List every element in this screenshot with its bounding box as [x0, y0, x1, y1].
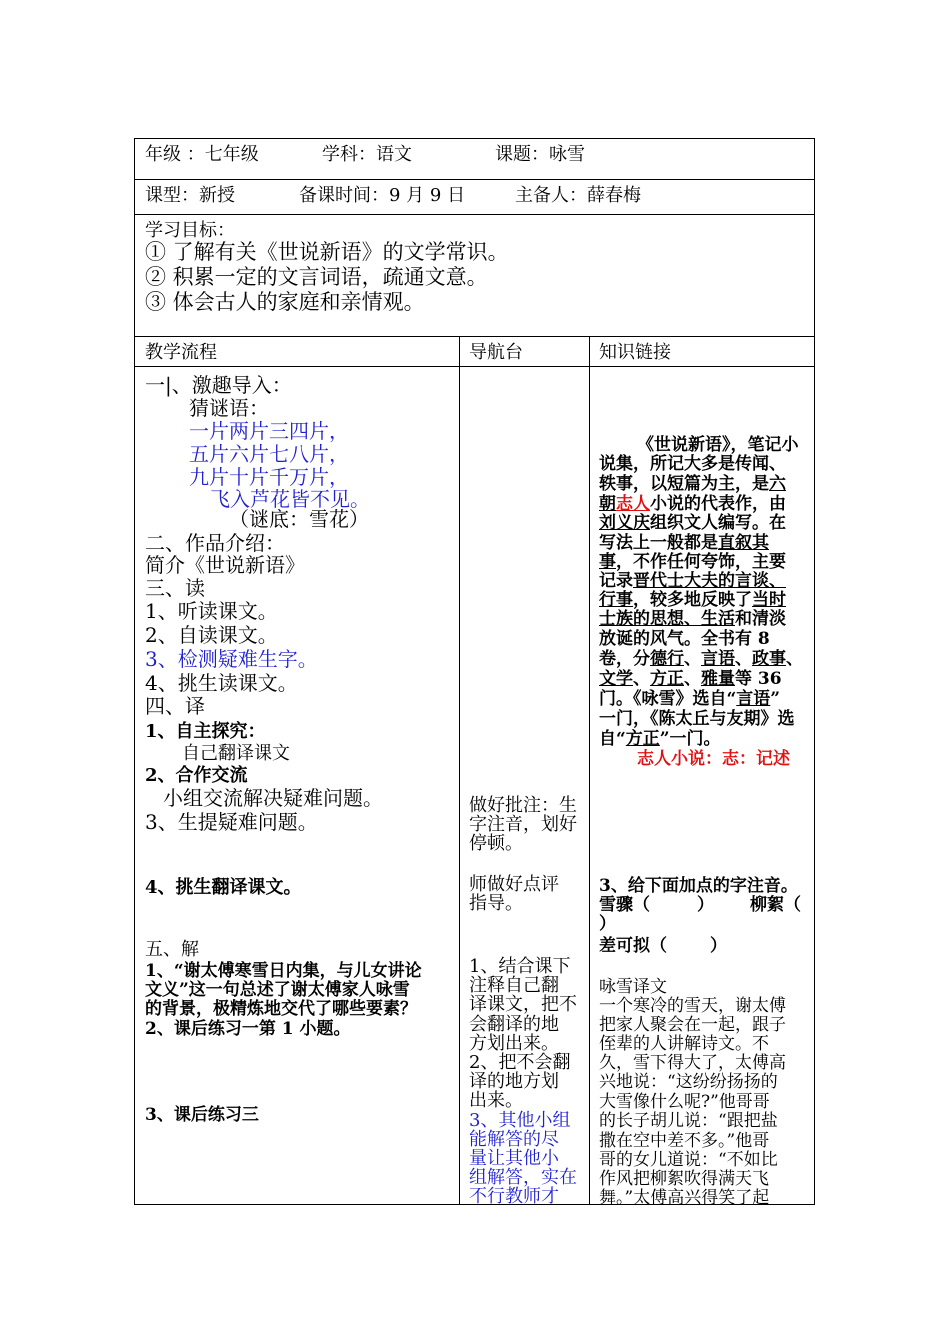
step-item: 1、听读课文。 — [145, 599, 278, 623]
nav-note: 做好批注：生 — [469, 795, 577, 816]
nav-note: 组解答，实在 — [469, 1167, 577, 1188]
nav-note: 译的地方划 — [469, 1071, 559, 1092]
objectives-label: 学习目标： — [145, 220, 235, 241]
nav-note: 译课文，把不 — [469, 994, 577, 1015]
row-divider — [134, 179, 815, 180]
translation-title: 咏雪译文 — [599, 977, 667, 997]
riddle-line: 五片六片七八片， — [189, 442, 349, 466]
translation-line: 大雪像什么呢?”他哥哥 — [599, 1092, 770, 1112]
column-divider — [459, 336, 460, 1205]
step-item: 2、合作交流 — [145, 765, 248, 786]
knowledge-text: 一门，《陈太丘与友期》选 — [599, 709, 795, 729]
exercise-title: 3、给下面加点的字注音。 — [599, 876, 798, 896]
exercise-line: ） — [710, 936, 727, 956]
question-line: 2、课后练习一第 1 小题。 — [145, 1019, 351, 1039]
knowledge-text: 放诞的风气。全书有 8 — [599, 629, 770, 649]
knowledge-note: 志人小说：志：记述 — [637, 749, 790, 769]
exercise-line: 柳絮（ — [750, 895, 801, 915]
knowledge-text: 朝志人小说的代表作，由 — [599, 494, 786, 514]
knowledge-text: 行事，较多地反映了当时 — [599, 590, 786, 610]
nav-note: 师做好点评 — [469, 874, 559, 895]
exercise-line: 差可拟（ — [599, 936, 667, 956]
nav-note: 停顿。 — [469, 833, 523, 854]
nav-note: 指导。 — [469, 893, 523, 914]
objective-item: ② 积累一定的文言词语，疏通文意。 — [145, 265, 488, 289]
translation-line: 撒在空中差不多。”他哥 — [599, 1131, 770, 1151]
column-divider — [589, 336, 590, 1205]
translation-line: 久，雪下得大了，太傅高 — [599, 1053, 786, 1073]
section-heading: 五、解 — [145, 939, 199, 960]
row-divider — [134, 366, 815, 367]
exercise-line: ） — [697, 895, 714, 915]
section-heading: 二、作品介绍： — [145, 531, 285, 555]
step-item: 3、检测疑难生字。 — [145, 647, 318, 671]
knowledge-text: 写法上一般都是直叙其 — [599, 533, 769, 553]
step-subtext: 自己翻译课文 — [182, 743, 290, 764]
row-divider — [134, 336, 815, 337]
riddle-answer: （谜底：雪花） — [229, 507, 369, 531]
exercise-line: 雪骤（ — [599, 895, 650, 915]
objective-item: ③ 体会古人的家庭和亲情观。 — [145, 290, 425, 314]
section-heading: 三、读 — [145, 576, 205, 600]
author-label: 主备人：薛春梅 — [515, 185, 641, 206]
objective-item: ① 了解有关《世说新语》的文学常识。 — [145, 240, 509, 264]
translation-line: 舞。”太傅高兴得笑了起 — [599, 1188, 770, 1208]
riddle-line: 飞入芦花皆不见。 — [210, 487, 370, 511]
nav-note: 能解答的尽 — [469, 1129, 559, 1150]
nav-note: 字注音，划好 — [469, 814, 577, 835]
knowledge-text: 轶事，以短篇为主，是六 — [599, 474, 786, 494]
nav-note: 出来。 — [469, 1090, 523, 1111]
grade-label: 年级 ：七年级 — [145, 144, 259, 165]
step-item: 4、挑生读课文。 — [145, 671, 298, 695]
nav-note: 方划出来。 — [469, 1033, 559, 1054]
question-line: 3、课后练习三 — [145, 1105, 259, 1125]
translation-line: 把家人聚会在一起，跟子 — [599, 1015, 786, 1035]
step-item: 1、自主探究： — [145, 721, 266, 742]
translation-line: 一个寒冷的雪天，谢太傅 — [599, 996, 786, 1016]
column-header-knowledge: 知识链接 — [599, 342, 671, 363]
knowledge-text: 卷，分德行、言语、政事、 — [599, 649, 803, 669]
prep-time-label: 备课时间：9 月 9 日 — [299, 185, 466, 206]
topic-label: 课题：咏雪 — [495, 144, 585, 165]
section-heading: 一|、激趣导入： — [145, 373, 292, 397]
section-subtext: 简介《世说新语》 — [145, 553, 305, 577]
step-item: 4、挑生翻译课文。 — [145, 877, 302, 898]
nav-note: 注释自己翻 — [469, 975, 559, 996]
translation-line: 的长子胡儿说：“跟把盐 — [599, 1111, 778, 1131]
question-line: 1、“谢太傅寒雪日内集，与儿女讲论 — [145, 961, 422, 981]
knowledge-text: 记录晋代士大夫的言谈、 — [599, 571, 786, 591]
subject-label: 学科：语文 — [322, 144, 412, 165]
knowledge-text: 士族的思想、生活和清淡 — [599, 609, 786, 629]
step-item: 2、自读课文。 — [145, 623, 278, 647]
riddle-line: 一片两片三四片， — [189, 419, 349, 443]
knowledge-text: 文学、方正、雅量等 36 — [599, 669, 782, 689]
translation-line: 作风把柳絮吹得满天飞 — [599, 1169, 769, 1189]
knowledge-text: 门。《咏雪》选自“言语” — [599, 689, 781, 709]
section-heading: 四、译 — [145, 694, 205, 718]
knowledge-text: 刘义庆组织文人编写。在 — [599, 513, 786, 533]
column-header-navigator: 导航台 — [469, 342, 523, 363]
nav-note: 3、其他小组 — [469, 1110, 571, 1131]
translation-line: 哥的女儿道说：“不如比 — [599, 1150, 778, 1170]
row-divider — [134, 214, 815, 215]
nav-note: 1、结合课下 — [469, 956, 571, 977]
riddle-label: 猜谜语： — [189, 396, 269, 420]
knowledge-text: 说集，所记大多是传闻、 — [599, 454, 786, 474]
translation-line: 兴地说：“这纷纷扬扬的 — [599, 1072, 778, 1092]
exercise-line: ） — [599, 914, 616, 934]
knowledge-text: 《世说新语》，笔记小 — [637, 435, 799, 455]
riddle-line: 九片十片千万片， — [189, 465, 349, 489]
knowledge-text: 事，不作任何夸饰，主要 — [599, 552, 786, 572]
knowledge-text: 自“方正”一门。 — [599, 729, 721, 749]
question-line: 的背景，极精炼地交代了哪些要素？ — [145, 999, 417, 1019]
step-subtext: 小组交流解决疑难问题。 — [163, 786, 383, 810]
nav-note: 不行教师才 — [469, 1186, 559, 1207]
column-header-process: 教学流程 — [145, 342, 217, 363]
step-item: 3、生提疑难问题。 — [145, 810, 318, 834]
nav-note: 会翻译的地 — [469, 1014, 559, 1035]
nav-note: 2、把不会翻 — [469, 1052, 571, 1073]
nav-note: 量让其他小 — [469, 1148, 559, 1169]
lesson-type-label: 课型：新授 — [145, 185, 235, 206]
translation-line: 侄辈的人讲解诗文。不 — [599, 1034, 769, 1054]
question-line: 文义”这一句总述了谢太傅家人咏雪 — [145, 980, 410, 1000]
